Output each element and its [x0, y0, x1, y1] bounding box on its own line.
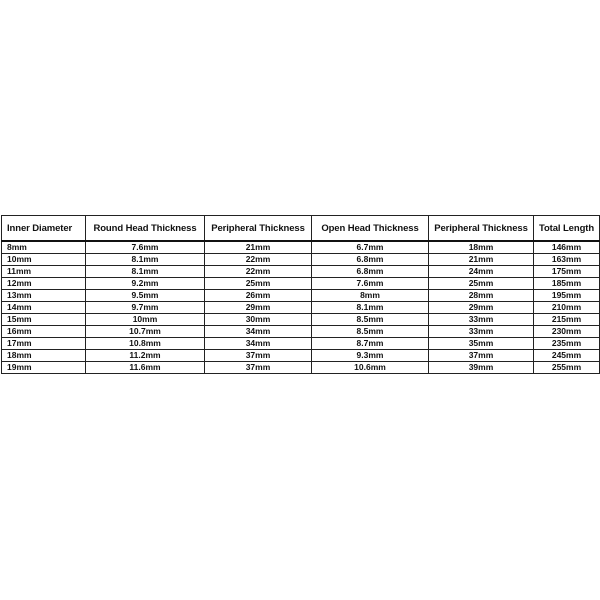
table-row: [2, 241, 600, 254]
cell-inner-diameter: 13mm: [2, 290, 86, 302]
cell-round-head-thickness: 9.2mm: [86, 278, 205, 290]
table-row: [2, 362, 600, 374]
table-row: [2, 314, 600, 326]
header-inner-diameter: Inner Diameter: [2, 216, 86, 242]
cell-peripheral-thickness-1: 29mm: [205, 302, 312, 314]
cell-inner-diameter: 12mm: [2, 278, 86, 290]
header-peripheral-thickness-1: Peripheral Thickness: [205, 216, 312, 242]
cell-peripheral-thickness-2: 35mm: [429, 338, 534, 350]
cell-round-head-thickness: 10.8mm: [86, 338, 205, 350]
table-row: [2, 254, 600, 266]
size-table: [1, 215, 600, 374]
cell-peripheral-thickness-1: 26mm: [205, 290, 312, 302]
table-row: [2, 326, 600, 338]
size-chart: [1, 215, 599, 374]
cell-open-head-thickness: 10.6mm: [312, 362, 429, 374]
cell-inner-diameter: 11mm: [2, 266, 86, 278]
cell-round-head-thickness: 8.1mm: [86, 266, 205, 278]
cell-peripheral-thickness-2: 21mm: [429, 254, 534, 266]
cell-total-length: 195mm: [534, 290, 600, 302]
cell-round-head-thickness: 9.5mm: [86, 290, 205, 302]
cell-round-head-thickness: 7.6mm: [86, 241, 205, 254]
cell-total-length: 255mm: [534, 362, 600, 374]
cell-open-head-thickness: 8.7mm: [312, 338, 429, 350]
cell-round-head-thickness: 8.1mm: [86, 254, 205, 266]
cell-round-head-thickness: 11.6mm: [86, 362, 205, 374]
cell-total-length: 210mm: [534, 302, 600, 314]
cell-open-head-thickness: 6.8mm: [312, 254, 429, 266]
cell-peripheral-thickness-2: 18mm: [429, 241, 534, 254]
cell-open-head-thickness: 8.1mm: [312, 302, 429, 314]
header-peripheral-thickness-2: Peripheral Thickness: [429, 216, 534, 242]
cell-peripheral-thickness-1: 37mm: [205, 362, 312, 374]
cell-peripheral-thickness-2: 24mm: [429, 266, 534, 278]
cell-total-length: 185mm: [534, 278, 600, 290]
cell-peripheral-thickness-1: 25mm: [205, 278, 312, 290]
cell-peripheral-thickness-1: 34mm: [205, 338, 312, 350]
cell-peripheral-thickness-2: 29mm: [429, 302, 534, 314]
cell-open-head-thickness: 9.3mm: [312, 350, 429, 362]
table-row: [2, 266, 600, 278]
cell-round-head-thickness: 10mm: [86, 314, 205, 326]
cell-peripheral-thickness-1: 34mm: [205, 326, 312, 338]
header-round-head-thickness: Round Head Thickness: [86, 216, 205, 242]
table-row: [2, 338, 600, 350]
cell-peripheral-thickness-1: 22mm: [205, 254, 312, 266]
table-row: [2, 302, 600, 314]
table-row: [2, 290, 600, 302]
cell-open-head-thickness: 6.8mm: [312, 266, 429, 278]
cell-total-length: 175mm: [534, 266, 600, 278]
cell-peripheral-thickness-2: 39mm: [429, 362, 534, 374]
table-row: [2, 278, 600, 290]
cell-total-length: 146mm: [534, 241, 600, 254]
cell-inner-diameter: 15mm: [2, 314, 86, 326]
cell-inner-diameter: 17mm: [2, 338, 86, 350]
cell-peripheral-thickness-1: 21mm: [205, 241, 312, 254]
cell-inner-diameter: 14mm: [2, 302, 86, 314]
cell-round-head-thickness: 9.7mm: [86, 302, 205, 314]
cell-open-head-thickness: 8.5mm: [312, 314, 429, 326]
cell-round-head-thickness: 10.7mm: [86, 326, 205, 338]
cell-peripheral-thickness-2: 33mm: [429, 326, 534, 338]
cell-open-head-thickness: 6.7mm: [312, 241, 429, 254]
header-total-length: Total Length: [534, 216, 600, 242]
cell-total-length: 215mm: [534, 314, 600, 326]
cell-inner-diameter: 10mm: [2, 254, 86, 266]
cell-total-length: 245mm: [534, 350, 600, 362]
cell-inner-diameter: 18mm: [2, 350, 86, 362]
cell-inner-diameter: 19mm: [2, 362, 86, 374]
cell-peripheral-thickness-2: 25mm: [429, 278, 534, 290]
cell-open-head-thickness: 7.6mm: [312, 278, 429, 290]
cell-peripheral-thickness-2: 28mm: [429, 290, 534, 302]
cell-open-head-thickness: 8mm: [312, 290, 429, 302]
cell-peripheral-thickness-2: 33mm: [429, 314, 534, 326]
cell-peripheral-thickness-1: 30mm: [205, 314, 312, 326]
cell-open-head-thickness: 8.5mm: [312, 326, 429, 338]
cell-total-length: 230mm: [534, 326, 600, 338]
cell-round-head-thickness: 11.2mm: [86, 350, 205, 362]
header-row: [2, 216, 600, 242]
cell-peripheral-thickness-1: 37mm: [205, 350, 312, 362]
table-row: [2, 350, 600, 362]
cell-inner-diameter: 8mm: [2, 241, 86, 254]
cell-peripheral-thickness-2: 37mm: [429, 350, 534, 362]
header-open-head-thickness: Open Head Thickness: [312, 216, 429, 242]
cell-peripheral-thickness-1: 22mm: [205, 266, 312, 278]
cell-total-length: 163mm: [534, 254, 600, 266]
cell-total-length: 235mm: [534, 338, 600, 350]
cell-inner-diameter: 16mm: [2, 326, 86, 338]
